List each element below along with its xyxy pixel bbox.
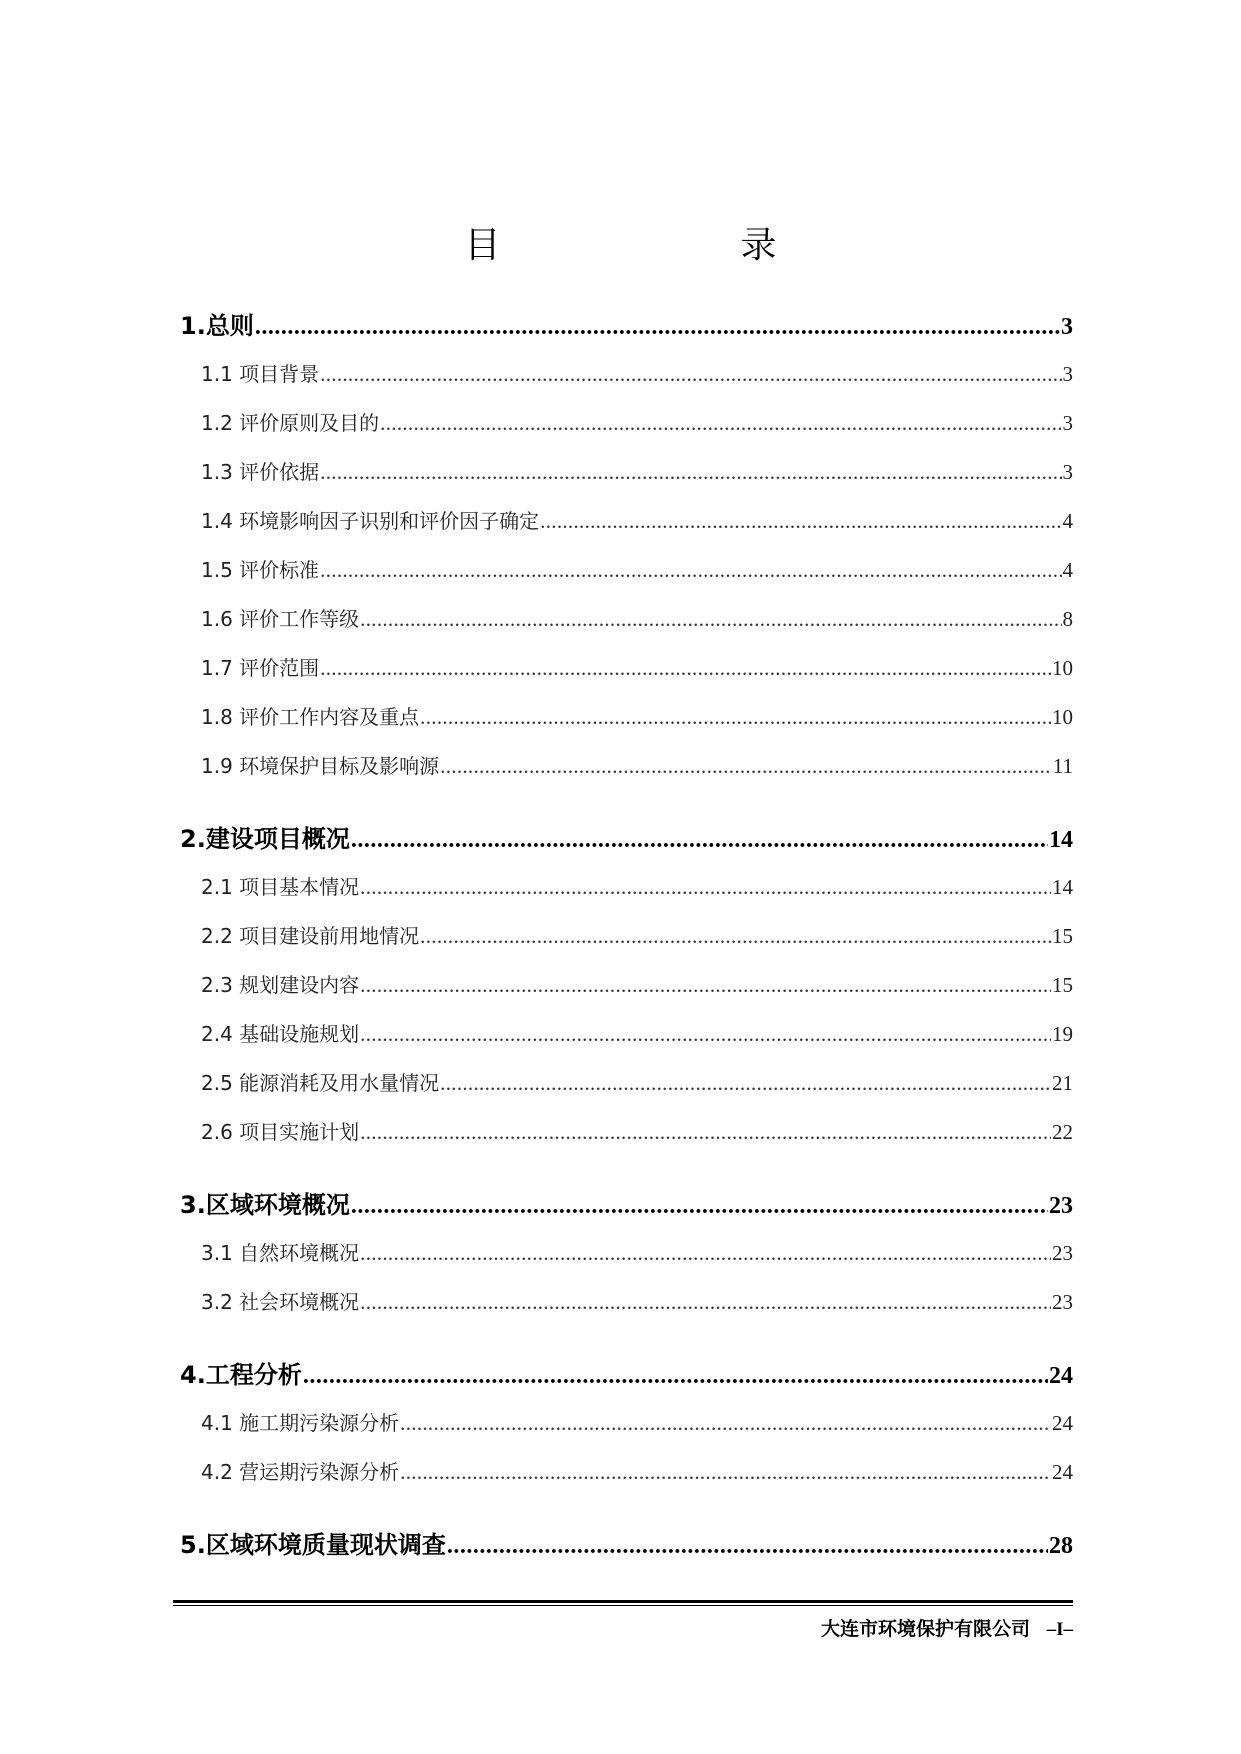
table-of-contents (180, 302, 1073, 1569)
footer-page-number: –I– (1046, 1619, 1073, 1640)
toc-page-number: 15 (1052, 973, 1073, 997)
toc-entry-title: 2.6 项目实施计划 (201, 1120, 360, 1144)
dot-leader (360, 1010, 1051, 1059)
toc-page-number: 10 (1052, 656, 1073, 680)
toc-entry[interactable] (180, 350, 1073, 399)
toc-entry-title: 1.9 环境保护目标及影响源 (201, 754, 440, 778)
toc-chapter-title: 2.建设项目概况 (180, 825, 350, 853)
toc-entry-title: 1.8 评价工作内容及重点 (201, 705, 420, 729)
dot-leader (360, 1278, 1051, 1327)
toc-page-number: 23 (1049, 1193, 1073, 1219)
toc-page-number: 24 (1049, 1363, 1073, 1389)
dot-leader (360, 863, 1051, 912)
footer-company-name: 大连市环境保护有限公司 (820, 1618, 1030, 1640)
dot-leader (255, 303, 1060, 351)
toc-entry-title: 2.3 规划建设内容 (201, 973, 360, 997)
toc-page-number: 10 (1052, 705, 1073, 729)
toc-entry[interactable] (180, 1108, 1073, 1157)
toc-page-number: 11 (1052, 754, 1073, 778)
dot-leader (360, 961, 1051, 1010)
toc-entry[interactable] (180, 742, 1073, 791)
toc-page-number: 19 (1052, 1022, 1073, 1046)
toc-page-number: 4 (1062, 558, 1073, 582)
toc-chapter-title: 3.区域环境概况 (180, 1191, 350, 1219)
dot-leader (400, 1448, 1051, 1497)
toc-entry-title: 2.4 基础设施规划 (201, 1022, 360, 1046)
toc-section (180, 815, 1073, 1157)
toc-page-number: 3 (1061, 314, 1073, 340)
toc-entry-title: 2.5 能源消耗及用水量情况 (201, 1071, 440, 1095)
dot-leader (320, 448, 1061, 497)
toc-chapter-entry[interactable] (180, 815, 1073, 863)
dot-leader (440, 1059, 1051, 1108)
toc-entry[interactable] (180, 912, 1073, 961)
toc-chapter-title: 4.工程分析 (180, 1361, 302, 1389)
toc-section (180, 302, 1073, 791)
toc-entry-title: 1.1 项目背景 (201, 362, 320, 386)
toc-page-number: 21 (1052, 1071, 1073, 1095)
toc-page-number: 14 (1052, 875, 1073, 899)
toc-entry-title: 3.1 自然环境概况 (201, 1241, 360, 1265)
toc-entry[interactable] (180, 1010, 1073, 1059)
page-title: 目 录 (464, 225, 833, 266)
dot-leader (303, 1352, 1048, 1400)
toc-section (180, 1351, 1073, 1497)
toc-page-number: 14 (1049, 827, 1073, 853)
footer-divider (173, 1600, 1073, 1606)
toc-chapter-entry[interactable] (180, 1351, 1073, 1399)
dot-leader (351, 1182, 1048, 1230)
toc-entry-title: 1.6 评价工作等级 (201, 607, 360, 631)
toc-page-number: 23 (1052, 1241, 1073, 1265)
toc-entry-title: 1.2 评价原则及目的 (201, 411, 380, 435)
toc-entry-title: 4.2 营运期污染源分析 (201, 1460, 400, 1484)
toc-entry[interactable] (180, 546, 1073, 595)
toc-entry[interactable] (180, 1399, 1073, 1448)
dot-leader (447, 1522, 1048, 1570)
dot-leader (320, 644, 1051, 693)
toc-section (180, 1521, 1073, 1569)
toc-entry[interactable] (180, 644, 1073, 693)
dot-leader (420, 693, 1051, 742)
toc-chapter-entry[interactable] (180, 1521, 1073, 1569)
toc-entry[interactable] (180, 1059, 1073, 1108)
toc-page-number: 23 (1052, 1290, 1073, 1314)
toc-entry-title: 1.4 环境影响因子识别和评价因子确定 (201, 509, 540, 533)
dot-leader (540, 497, 1061, 546)
dot-leader (351, 816, 1048, 864)
dot-leader (400, 1399, 1051, 1448)
toc-chapter-title: 5.区域环境质量现状调查 (180, 1531, 446, 1559)
toc-entry-title: 2.1 项目基本情况 (201, 875, 360, 899)
toc-entry-title: 3.2 社会环境概况 (201, 1290, 360, 1314)
toc-page-number: 3 (1062, 460, 1073, 484)
dot-leader (360, 1108, 1051, 1157)
toc-chapter-title: 1.总则 (180, 312, 254, 340)
toc-entry[interactable] (180, 399, 1073, 448)
toc-page-number: 24 (1052, 1460, 1073, 1484)
toc-entry[interactable] (180, 595, 1073, 644)
dot-leader (380, 399, 1061, 448)
toc-page-number: 8 (1062, 607, 1073, 631)
toc-entry[interactable] (180, 961, 1073, 1010)
toc-entry[interactable] (180, 497, 1073, 546)
toc-entry[interactable] (180, 1448, 1073, 1497)
toc-page-number: 4 (1062, 509, 1073, 533)
toc-entry-title: 2.2 项目建设前用地情况 (201, 924, 420, 948)
toc-entry-title: 1.3 评价依据 (201, 460, 320, 484)
dot-leader (320, 546, 1061, 595)
toc-entry-title: 1.7 评价范围 (201, 656, 320, 680)
toc-entry-title: 1.5 评价标准 (201, 558, 320, 582)
toc-page-number: 15 (1052, 924, 1073, 948)
toc-entry[interactable] (180, 863, 1073, 912)
toc-page-number: 24 (1052, 1411, 1073, 1435)
toc-page-number: 22 (1052, 1120, 1073, 1144)
dot-leader (320, 350, 1061, 399)
toc-entry[interactable] (180, 448, 1073, 497)
dot-leader (360, 595, 1061, 644)
toc-section (180, 1181, 1073, 1327)
toc-entry[interactable] (180, 1278, 1073, 1327)
toc-page-number: 3 (1062, 411, 1073, 435)
toc-entry[interactable] (180, 693, 1073, 742)
toc-chapter-entry[interactable] (180, 302, 1073, 350)
toc-entry-title: 4.1 施工期污染源分析 (201, 1411, 400, 1435)
dot-leader (420, 912, 1051, 961)
toc-page-number: 28 (1049, 1533, 1073, 1559)
toc-entry[interactable] (180, 1229, 1073, 1278)
dot-leader (360, 1229, 1051, 1278)
dot-leader (440, 742, 1052, 791)
toc-chapter-entry[interactable] (180, 1181, 1073, 1229)
toc-page-number: 3 (1062, 362, 1073, 386)
page-footer (821, 1620, 1073, 1639)
